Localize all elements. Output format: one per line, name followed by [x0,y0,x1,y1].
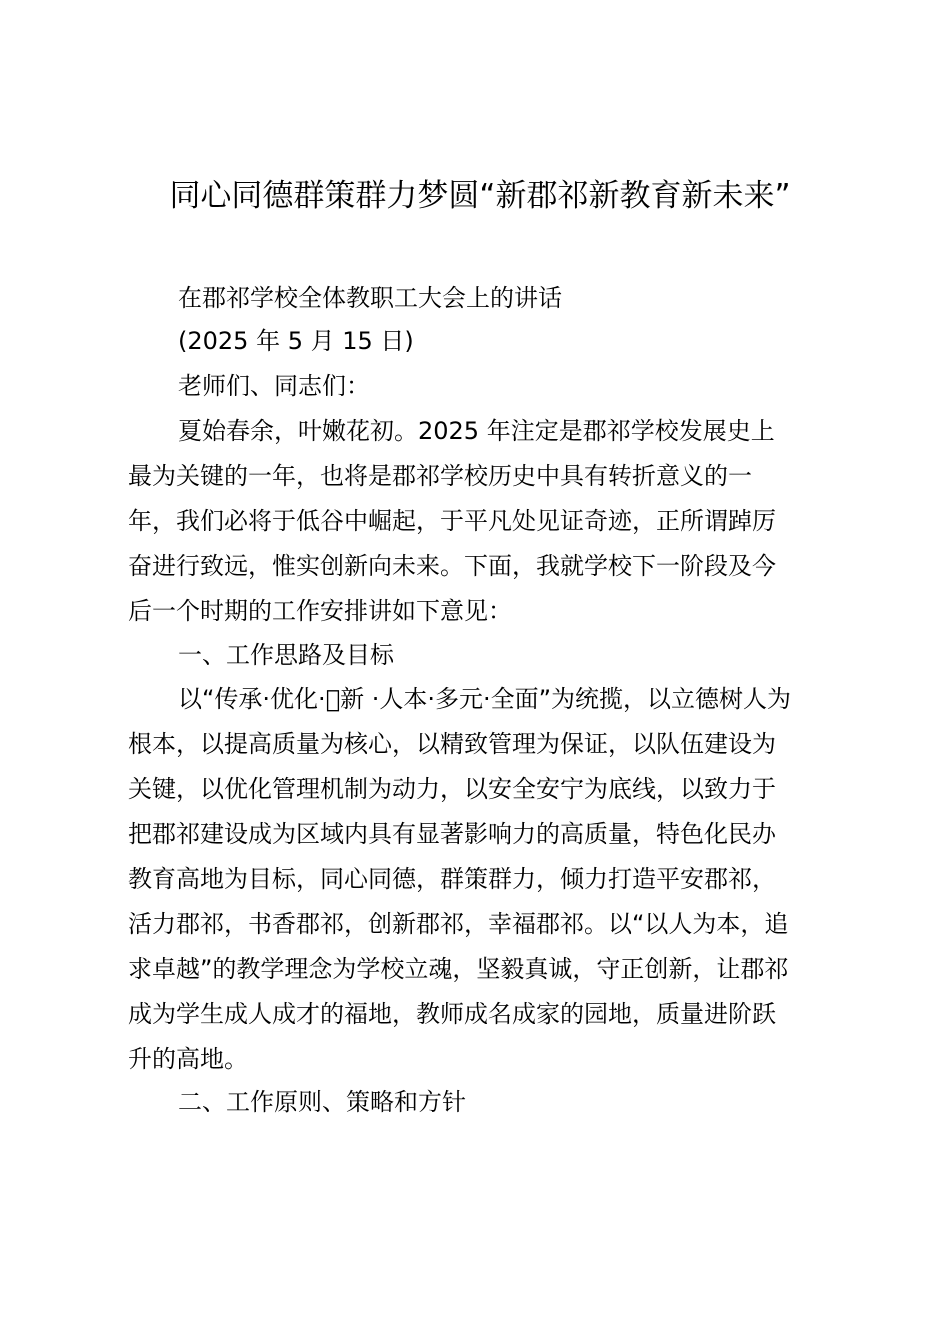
document-title: 同心同德群策群力梦圆“新郡祁新教育新未来” [169,178,791,214]
speech-subtitle: 在郡祁学校全体教职工大会上的讲话 [178,284,562,312]
paragraph-line: 把郡祁建设成为区域内具有显著影响力的高质量，特色化民办 [128,820,776,848]
paragraph-line: 根本，以提高质量为核心，以精致管理为保证，以队伍建设为 [128,730,776,758]
paragraph-intro [128,409,836,634]
paragraph-line: 教育高地为目标，同心同德，群策群力，倾力打造平安郡祁， [128,865,776,893]
paragraph-line: 最为关键的一年，也将是郡祁学校历史中具有转折意义的一 [128,462,752,490]
paragraph-line: 成为学生成人成才的福地，教师成名成家的园地，质量进阶跃 [128,1000,776,1028]
paragraph-goals [128,677,836,1082]
salutation: 老师们、同志们： [178,372,370,400]
paragraph-line: 以“传承·优化·􀀀新 ·人本·多元·全面”为统揽，以立德树人为 [178,685,792,713]
speech-date: (2025 年 5 月 15 日) [178,327,414,355]
paragraph-line: 活力郡祁，书香郡祁，创新郡祁，幸福郡祁。以“以人为本，追 [128,910,789,938]
paragraph-line: 奋进行致远，惟实创新向未来。下面，我就学校下一阶段及今 [128,552,776,580]
section-heading-2: 二、工作原则、策略和方针 [178,1088,466,1116]
section-heading-1: 一、工作思路及目标 [178,641,394,669]
paragraph-line: 求卓越”的教学理念为学校立魂，坚毅真诚，守正创新，让郡祁 [128,955,789,983]
paragraph-line: 后一个时期的工作安排讲如下意见： [128,597,512,625]
paragraph-line: 升的高地。 [128,1045,248,1073]
paragraph-line: 夏始春余，叶嫩花初。2025 年注定是郡祁学校发展史上 [178,417,775,445]
paragraph-line: 关键，以优化管理机制为动力，以安全安宁为底线，以致力于 [128,775,776,803]
paragraph-line: 年，我们必将于低谷中崛起，于平凡处见证奇迹，正所谓踔厉 [128,507,776,535]
